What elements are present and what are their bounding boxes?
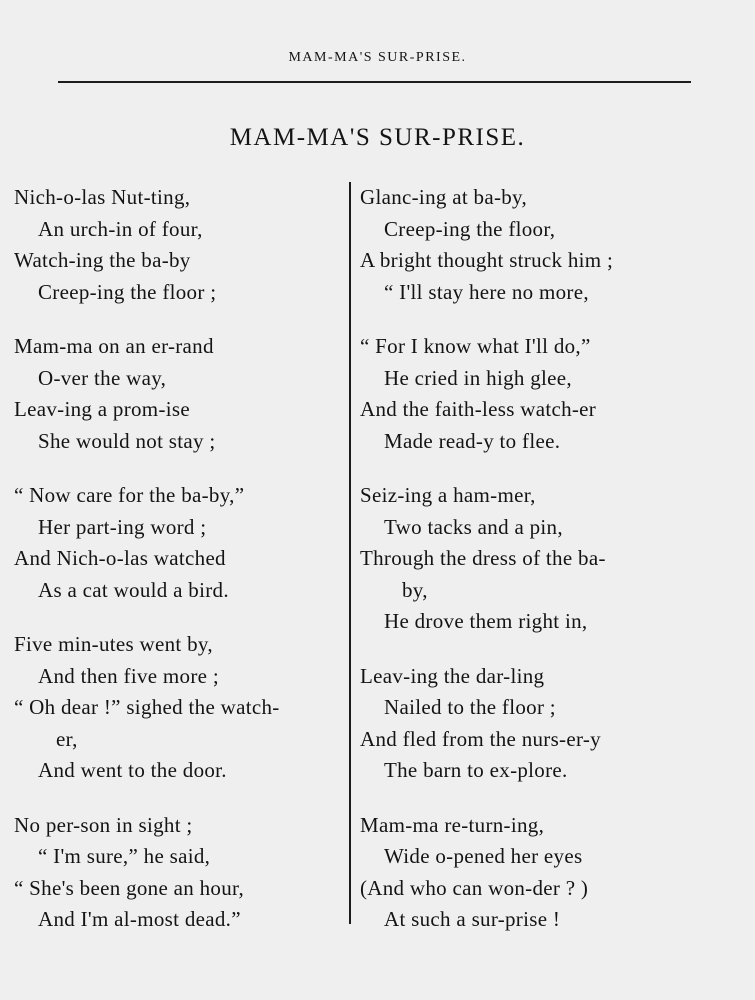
poem-line: She would not stay ; [38, 428, 216, 453]
stanza [14, 629, 344, 787]
poem-line: “ For I know what I'll do,” [360, 334, 591, 358]
stanza [14, 182, 344, 308]
stanza [360, 480, 700, 638]
poem-line: by, [402, 577, 428, 602]
stanza [14, 331, 344, 457]
stanza [360, 182, 700, 308]
poem-line: Five min-utes went by, [14, 632, 213, 656]
poem-line: Leav-ing the dar-ling [360, 663, 545, 688]
poem-line: O-ver the way, [38, 365, 167, 390]
poem-line: Made read-y to flee. [384, 428, 561, 453]
poem-line: Two tacks and a pin, [384, 514, 563, 539]
poem-line: The barn to ex-plore. [384, 758, 568, 782]
poem-line: A bright thought struck him ; [360, 248, 614, 272]
poem-line: (And who can won-der ? ) [360, 875, 589, 900]
poem-line: “ I'll stay here no more, [384, 279, 589, 304]
poem-line: And then five more ; [38, 663, 219, 688]
poem-line: Wide o-pened her eyes [384, 844, 583, 868]
poem-line: Her part-ing word ; [38, 514, 207, 539]
poem-line: Nich-o-las Nut-ting, [14, 185, 191, 209]
stanza [14, 810, 344, 936]
poem-line: At such a sur-prise ! [384, 907, 561, 931]
poem-line: He cried in high glee, [384, 365, 572, 390]
poem-line: Seiz-ing a ham-mer, [360, 483, 536, 507]
poem-column-left [14, 182, 344, 959]
poem-line: “ She's been gone an hour, [14, 875, 245, 900]
poem-line: No per-son in sight ; [14, 812, 193, 837]
stanza [360, 331, 700, 457]
poem-line: “ Oh dear !” sighed the watch- [14, 695, 280, 719]
poem-line: Glanc-ing at ba-by, [360, 185, 528, 209]
stanza [14, 480, 344, 606]
poem-line: Mam-ma re-turn-ing, [360, 812, 545, 837]
poem-line: Nailed to the floor ; [384, 695, 556, 719]
poem-line: “ I'm sure,” he said, [38, 844, 211, 868]
poem-line: Watch-ing the ba-by [14, 248, 191, 272]
running-head: MAM-MA'S SUR-PRISE. [288, 50, 467, 65]
poem-line: As a cat would a bird. [38, 577, 229, 602]
column-divider [349, 182, 351, 924]
poem-line: Through the dress of the ba- [360, 546, 606, 570]
stanza [360, 810, 700, 936]
poem-title: MAM-MA'S SUR-PRISE. [229, 124, 526, 151]
poem-line: An urch-in of four, [38, 216, 203, 241]
stanza [360, 661, 700, 787]
poem-column-right [360, 182, 700, 959]
poem-line: And Nich-o-las watched [14, 546, 226, 570]
poem-line: er, [56, 726, 78, 751]
poem-line: Mam-ma on an er-rand [14, 334, 214, 358]
poem-line: Creep-ing the floor ; [38, 279, 217, 304]
poem-line: Creep-ing the floor, [384, 216, 556, 241]
poem-line: He drove them right in, [384, 609, 588, 633]
poem-line: And fled from the nurs-er-y [360, 726, 601, 751]
poem-line: And the faith-less watch-er [360, 397, 597, 421]
poem-line: And went to the door. [38, 758, 227, 782]
poem-line: Leav-ing a prom-ise [14, 397, 190, 421]
header-rule [58, 81, 691, 83]
poem-line: “ Now care for the ba-by,” [14, 483, 245, 507]
poem-line: And I'm al-most dead.” [38, 907, 241, 931]
